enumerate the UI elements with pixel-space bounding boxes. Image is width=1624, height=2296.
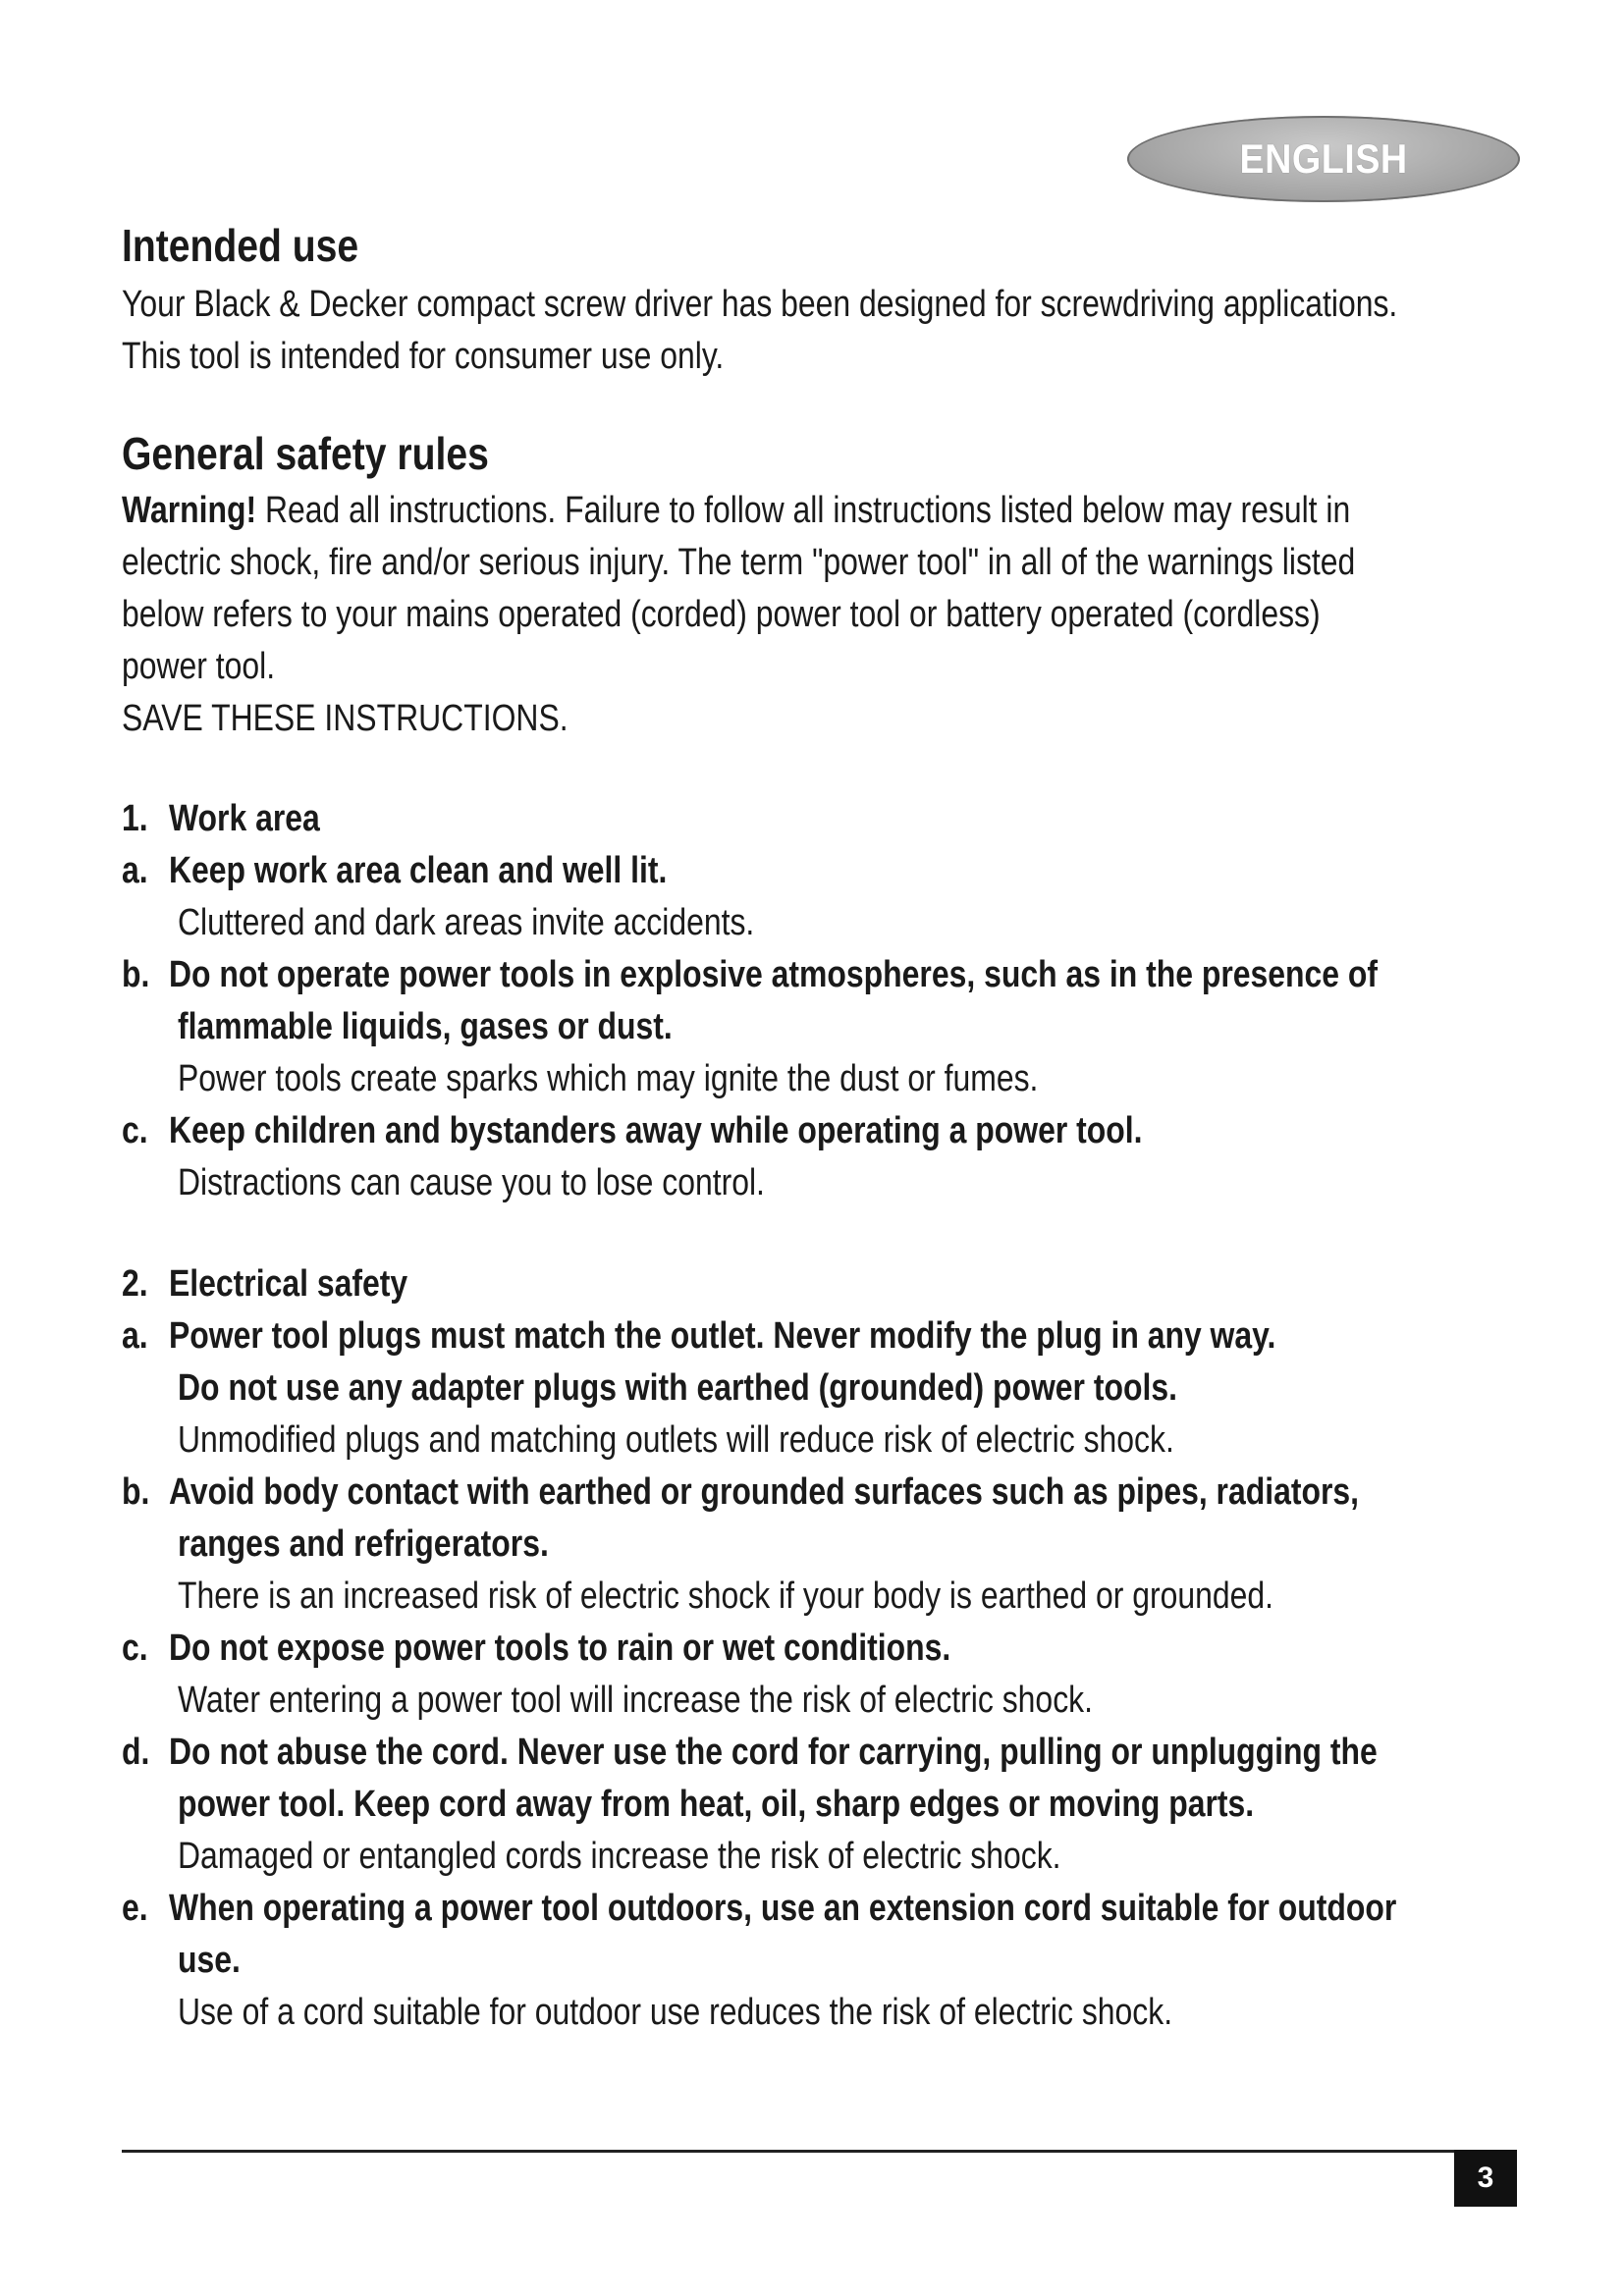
warning-line-4: power tool. bbox=[122, 646, 276, 687]
item-2a-letter: a. bbox=[122, 1315, 148, 1357]
item-2d-desc: Damaged or entangled cords increase the risk of electric shock. bbox=[178, 1836, 1061, 1877]
item-2d-title-line-2: power tool. Keep cord away from heat, oil, sharp edges or moving parts. bbox=[178, 1784, 1255, 1825]
section-1-number: 1. bbox=[122, 798, 148, 839]
warning-line-2: electric shock, fire and/or serious injury. The term "power tool" in all of the warnings listed bbox=[122, 542, 1356, 583]
warning-label: Warning! bbox=[122, 490, 257, 531]
item-1a-desc: Cluttered and dark areas invite accidents. bbox=[178, 902, 755, 943]
item-1b-letter: b. bbox=[122, 954, 150, 995]
item-2a-title-line-1: Power tool plugs must match the outlet. Never modify the plug in any way. bbox=[169, 1315, 1276, 1357]
item-1a-letter: a. bbox=[122, 850, 148, 891]
item-1b-title-line-1: Do not operate power tools in explosive atmospheres, such as in the presence of bbox=[169, 954, 1378, 995]
item-1c-letter: c. bbox=[122, 1110, 148, 1151]
item-2d-letter: d. bbox=[122, 1732, 150, 1773]
intended-use-line-2: This tool is intended for consumer use only. bbox=[122, 336, 725, 377]
item-2b-title-line-2: ranges and refrigerators. bbox=[178, 1523, 549, 1565]
item-2c-letter: c. bbox=[122, 1628, 148, 1669]
item-2b-title-line-1: Avoid body contact with earthed or grounded surfaces such as pipes, radiators, bbox=[169, 1471, 1360, 1513]
section-2-number: 2. bbox=[122, 1263, 148, 1305]
language-badge bbox=[1127, 116, 1520, 202]
item-2a-title-line-2: Do not use any adapter plugs with earthed (grounded) power tools. bbox=[178, 1367, 1177, 1409]
item-2e-title-line-2: use. bbox=[178, 1940, 241, 1981]
general-safety-heading: General safety rules bbox=[122, 428, 489, 479]
item-2c-title: Do not expose power tools to rain or wet conditions. bbox=[169, 1628, 951, 1669]
page-number: 3 bbox=[1454, 2150, 1517, 2207]
intended-use-heading: Intended use bbox=[122, 220, 359, 271]
language-badge-label: ENGLISH bbox=[1239, 135, 1408, 182]
item-2e-title-line-1: When operating a power tool outdoors, use an extension cord suitable for outdoor bbox=[169, 1888, 1397, 1929]
footer-divider bbox=[122, 2150, 1454, 2153]
item-2b-letter: b. bbox=[122, 1471, 150, 1513]
item-1c-desc: Distractions can cause you to lose control. bbox=[178, 1162, 765, 1203]
item-2d-title-line-1: Do not abuse the cord. Never use the cord for carrying, pulling or unplugging the bbox=[169, 1732, 1378, 1773]
item-1a-title: Keep work area clean and well lit. bbox=[169, 850, 668, 891]
item-2a-desc: Unmodified plugs and matching outlets will reduce risk of electric shock. bbox=[178, 1419, 1174, 1461]
intended-use-line-1: Your Black & Decker compact screw driver has been designed for screwdriving applications. bbox=[122, 284, 1398, 325]
item-1b-title-line-2: flammable liquids, gases or dust. bbox=[178, 1006, 673, 1047]
item-2e-letter: e. bbox=[122, 1888, 148, 1929]
section-1-title: Work area bbox=[169, 798, 320, 839]
item-2b-desc: There is an increased risk of electric shock if your body is earthed or grounded. bbox=[178, 1575, 1273, 1617]
save-notice: SAVE THESE INSTRUCTIONS. bbox=[122, 698, 568, 739]
section-2-title: Electrical safety bbox=[169, 1263, 408, 1305]
warning-text: Read all instructions. Failure to follow all instructions listed below may result in bbox=[264, 490, 1351, 531]
item-2c-desc: Water entering a power tool will increase the risk of electric shock. bbox=[178, 1680, 1093, 1721]
item-1b-desc: Power tools create sparks which may ignite the dust or fumes. bbox=[178, 1058, 1039, 1099]
warning-line-3: below refers to your mains operated (corded) power tool or battery operated (cordless) bbox=[122, 594, 1321, 635]
warning-line-1 bbox=[122, 485, 1585, 536]
item-1c-title: Keep children and bystanders away while operating a power tool. bbox=[169, 1110, 1143, 1151]
item-2e-desc: Use of a cord suitable for outdoor use reduces the risk of electric shock. bbox=[178, 1992, 1173, 2033]
